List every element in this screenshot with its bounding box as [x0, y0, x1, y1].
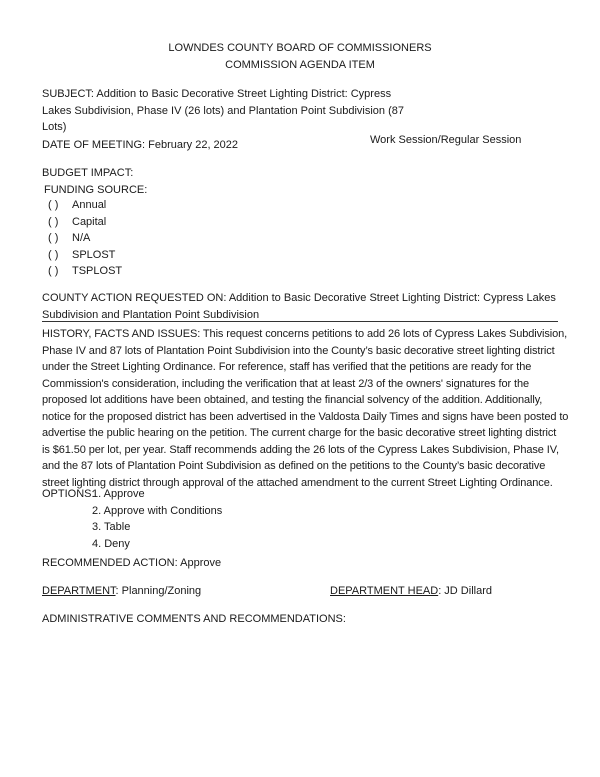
funding-source-na[interactable] [48, 230, 122, 247]
divider [42, 321, 558, 322]
header-line-2: COMMISSION AGENDA ITEM [225, 58, 375, 71]
funding-source-splost[interactable] [48, 247, 122, 264]
department-head-label: DEPARTMENT HEAD [330, 585, 439, 597]
checkbox[interactable]: ( ) [48, 248, 59, 261]
recommended-action [42, 555, 221, 572]
funding-source-annual[interactable] [48, 197, 122, 214]
funding-sources [48, 197, 122, 280]
checkbox[interactable]: ( ) [48, 265, 59, 277]
department-head [330, 583, 492, 600]
history-line: advertise the public hearing on the petition. The current charge for the basic decorative street lighting district [42, 427, 557, 439]
department-value: : Planning/Zoning [115, 585, 202, 597]
department-label: DEPARTMENT [42, 585, 116, 597]
funding-source-label: FUNDING SOURCE: [44, 183, 148, 196]
administrative-comments [42, 611, 346, 628]
meeting-date [42, 137, 238, 154]
checkbox[interactable]: ( ) [48, 199, 59, 211]
budget-impact [42, 165, 147, 198]
meeting-date-text: DATE OF MEETING: February 22, 2022 [42, 139, 239, 151]
budget-impact-label: BUDGET IMPACT: [42, 167, 134, 179]
funding-source-capital[interactable] [48, 214, 122, 231]
funding-label: Annual [72, 199, 107, 211]
session-type-text: Work Session/Regular Session [370, 134, 522, 146]
funding-label: N/A [72, 232, 91, 244]
county-action [42, 290, 556, 323]
subject [42, 86, 404, 136]
action-line: Subdivision and Plantation Point Subdivision [42, 308, 260, 321]
session-type [370, 132, 521, 149]
options-label [42, 486, 95, 503]
header-title [0, 40, 600, 73]
funding-source-tsplost[interactable] [48, 263, 122, 280]
administrative-comments-label: ADMINISTRATIVE COMMENTS AND RECOMMENDATIONS: [42, 613, 346, 625]
history-line: and the 87 lots of Plantation Point Subdivision as defined on the petitions to the County’s basic decorative [42, 460, 546, 472]
history-facts-issues [42, 326, 568, 491]
funding-label: Capital [72, 215, 107, 228]
history-line: street lighting district through approval of the attached amendment to the current Street Lighting Ordinance. [42, 476, 553, 489]
checkbox[interactable]: ( ) [48, 215, 59, 228]
history-line: is $61.50 per lot, per year. Staff recommends adding the 26 lots of the Cypress Lakes Subdivision, Phase IV, [42, 443, 559, 456]
subject-line: Lakes Subdivision, Phase IV (26 lots) and Plantation Point Subdivision (87 [42, 104, 404, 117]
history-line: Commission's consideration, including the verification that at least 2/3 of the owners' signatures for the [42, 377, 530, 390]
funding-label: SPLOST [72, 248, 116, 261]
history-line: proposed lot additions have been obtained, and testing the financial solvency of the addition. Additionally, [42, 394, 543, 406]
history-line: Phase IV and 87 lots of Plantation Point Subdivision into the County’s basic decorative street lighting district [42, 344, 555, 357]
funding-label: TSPLOST [72, 265, 123, 277]
option-item: 4. Deny [92, 537, 130, 550]
option-item: 2. Approve with Conditions [92, 504, 223, 517]
options-list [92, 486, 222, 552]
option-item: 3. Table [92, 521, 131, 533]
history-line: under the Street Lighting Ordinance. For reference, staff has verified that the petitions are ready for the [42, 361, 532, 373]
history-line: HISTORY, FACTS AND ISSUES: This request concerns petitions to add 26 lots of Cypress Lakes Subdivision, [42, 328, 568, 340]
department [42, 583, 201, 600]
header-line-1: LOWNDES COUNTY BOARD OF COMMISSIONERS [168, 42, 432, 54]
history-line: notice for the proposed district has been advertised in the Valdosta Daily Times and signs have been posted to [42, 410, 569, 423]
action-line: COUNTY ACTION REQUESTED ON: Addition to Basic Decorative Street Lighting District: Cypress Lakes [42, 292, 556, 304]
recommended-action-text: RECOMMENDED ACTION: Approve [42, 557, 222, 569]
subject-line: SUBJECT: Addition to Basic Decorative Street Lighting District: Cypress [42, 88, 392, 100]
options-label-text: OPTIONS: [42, 488, 95, 500]
department-head-value: : JD Dillard [438, 585, 492, 597]
checkbox[interactable]: ( ) [48, 232, 59, 244]
option-item: 1. Approve [92, 488, 145, 500]
subject-line: Lots) [42, 121, 67, 133]
